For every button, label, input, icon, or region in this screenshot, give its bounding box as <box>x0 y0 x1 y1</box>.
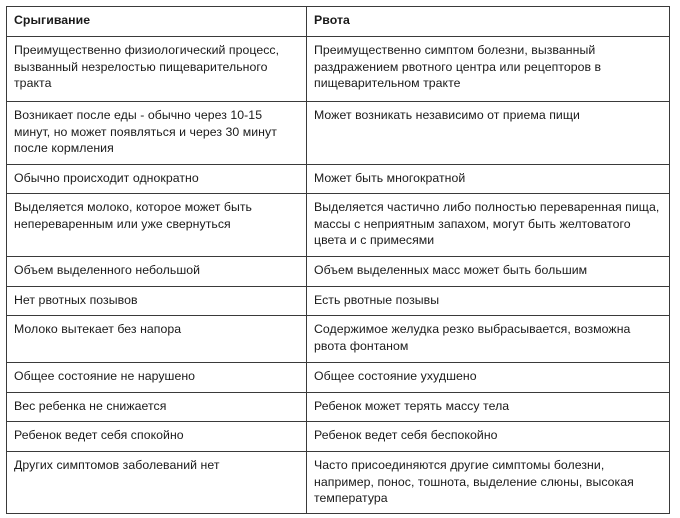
table-header-row <box>7 7 670 37</box>
regurgitation-cell: Общее состояние не нарушено <box>7 363 307 393</box>
vomiting-cell: Общее состояние ухудшено <box>307 363 670 393</box>
regurgitation-cell: Нет рвотных позывов <box>7 287 307 316</box>
vomiting-cell: Ребенок ведет себя беспокойно <box>307 422 670 452</box>
comparison-table <box>6 6 670 514</box>
regurgitation-cell: Других симптомов заболеваний нет <box>7 452 307 514</box>
vomiting-cell: Ребенок может терять массу тела <box>307 393 670 422</box>
regurgitation-cell: Обычно происходит однократно <box>7 165 307 194</box>
regurgitation-cell: Выделяется молоко, которое может быть непереваренным или уже свернуться <box>7 194 307 257</box>
vomiting-cell: Часто присоединяются другие симптомы болезни, например, понос, тошнота, выделение слюны, высокая температура <box>307 452 670 514</box>
table-row <box>7 102 670 165</box>
table-row <box>7 393 670 422</box>
table-row <box>7 363 670 393</box>
vomiting-cell: Содержимое желудка резко выбрасывается, возможна рвота фонтаном <box>307 316 670 363</box>
regurgitation-cell: Ребенок ведет себя спокойно <box>7 422 307 452</box>
table-row <box>7 287 670 316</box>
table-row <box>7 316 670 363</box>
regurgitation-cell: Преимущественно физиологический процесс, вызванный незрелостью пищеварительного тракта <box>7 37 307 102</box>
regurgitation-cell: Молоко вытекает без напора <box>7 316 307 363</box>
column-header-vomiting: Рвота <box>307 7 670 37</box>
regurgitation-cell: Возникает после еды - обычно через 10-15 минут, но может появляться и через 30 минут после кормления <box>7 102 307 165</box>
vomiting-cell: Выделяется частично либо полностью переваренная пища, массы с неприятным запахом, могут быть желтоватого цвета и с примесями <box>307 194 670 257</box>
table-row <box>7 452 670 514</box>
vomiting-cell: Есть рвотные позывы <box>307 287 670 316</box>
table-row <box>7 422 670 452</box>
table-row <box>7 37 670 102</box>
column-header-regurgitation: Срыгивание <box>7 7 307 37</box>
vomiting-cell: Преимущественно симптом болезни, вызванный раздражением рвотного центра или рецепторов в пищеварительном тракте <box>307 37 670 102</box>
vomiting-cell: Может возникать независимо от приема пищи <box>307 102 670 165</box>
vomiting-cell: Объем выделенных масс может быть большим <box>307 257 670 287</box>
table-row <box>7 194 670 257</box>
regurgitation-cell: Объем выделенного небольшой <box>7 257 307 287</box>
regurgitation-cell: Вес ребенка не снижается <box>7 393 307 422</box>
table-row <box>7 257 670 287</box>
table-row <box>7 165 670 194</box>
vomiting-cell: Может быть многократной <box>307 165 670 194</box>
